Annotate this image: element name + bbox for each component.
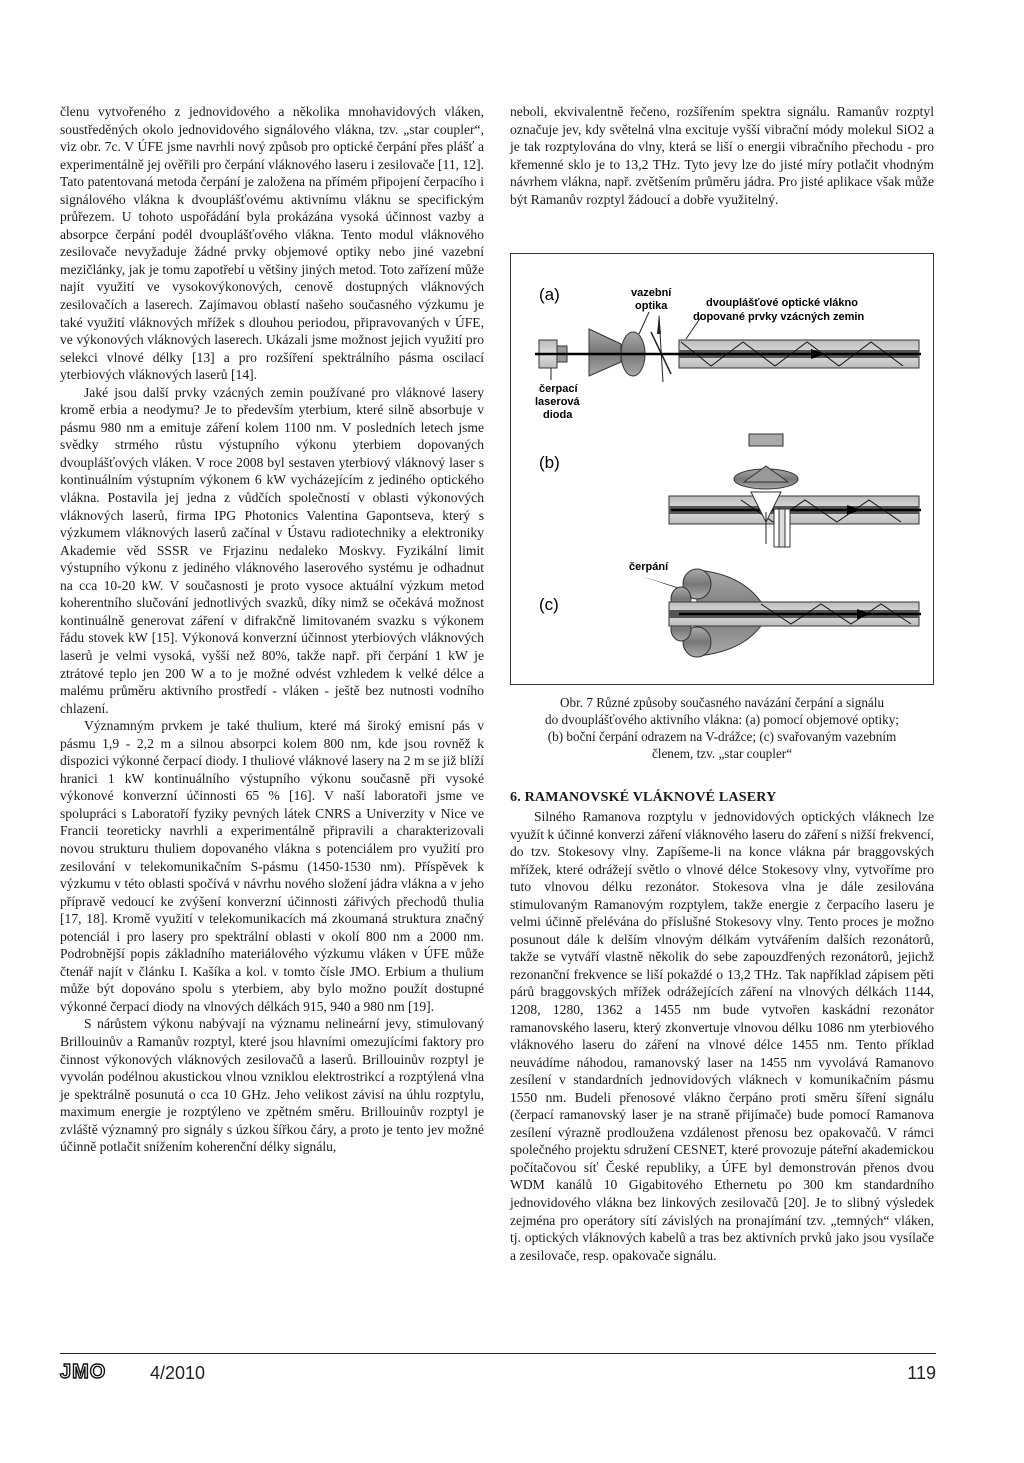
pumping-label: čerpání xyxy=(629,561,669,573)
paragraph-raman-intro: neboli, ekvivalentně řečeno, rozšířením spektra signálu. Ramanův rozptyl označuje jev, kdy světelná vlna excituje vyšší vibrační módy molekul SiO2 a je tak rozptylována do vlny, která se liší o energii vibračního přechodu - pro křemenné sklo je to 13,2 THz. Tyto jevy lze do jisté míry potlačit vhodným návrhem vlákna, např. zvětšením průměru jádra. Pro jisté aplikace však může být Ramanův rozptyl žádoucí a dobře využitelný. xyxy=(510,104,934,207)
paragraph-2: Jaké jsou další prvky vzácných zemin používané pro vláknové lasery kromě erbia a neodymu? Je to především yterbium, které silně absorbuje v pásmu 980 nm a emituje záření kolem 1100 nm. V posledních letech jsme svědky strmého růstu výstupního výkonu yterbiem dopovaných dvouplášťových vláken. V roce 2008 byl sestaven yterbiový vláknový laser s kontinuálním výstupním výkonem 6 kW vycházejícím z jediného optického vlákna. Postavila jej jedna z vůdčích společností v oblasti výkonových vláknových laserů, firma IPG Photonics Valentina Gapontseva, který s výzkumem vláknových laserů začínal v Ústavu radiotechniky a elektroniky Akademie věd SSSR ve Frjazinu nedaleko Moskvy. Fyzikální limit výstupního výkonu z jediného vláknového laserového systému je odhadnut na cca 10-20 kW. V současnosti je proto vysoce aktuální výzkum metod koherentního slučování jednotlivých svazků, díky nimž se očekává možnost kontinuálně generovat záření v difrakčně limitovaném svazku s výkonem řádu stovek kW [15]. Výkonová konverzní účinnost yterbiových vláknových laserů je velmi vysoká, vyšší než 80%, takže např. při čerpání 1 kW je ztrátové teplo jen 200 W a to je možné odvést vzhledem k velké délce a malému průměru aktivního prostředí - vláken - ještě bez nutnosti vodního chlazení. xyxy=(60,384,484,716)
journal-logo: JMO xyxy=(60,1361,107,1383)
paragraph-1: členu vytvořeného z jednovidového a několika mnohavidových vláken, soustředěných okolo jednovidového signálového vlákna, tzv. „star coupler“, viz obr. 7c. V ÚFE jsme navrhli nový způsob pro optické čerpání přes plášť a experimentálně jej ověřili pro čerpání vláknového laseru i zesilovače [11, 12]. Tato patentovaná metoda čerpání je založena na přímém připojení čerpacího i signálového vlákna k dvouplášťovému aktivnímu vláknu se specifickým průřezem. U tohoto uspořádání byla prokázána vysoká účinnost vazby a absorpce čerpání podél dvouplášťového vlákna. Tento modul vláknového zesilovače nevyžaduje žádné prvky objemové optiky nebo jiné vazební mezičlánky, jak je tomu zapotřebí u většiny jiných metod. Toto zařízení může najít využití ve vysokovýkonových, cenově dostupných vláknových zesilovačích a laserech. Zajímavou oblastí našeho současného výzkumu je také využití vláknových mřížek s dlouhou periodou, připravovaných v ÚFE, ve výkonových vláknových laserech. Ukázali jsme možnost jejich využití pro selekci vlnové délky [13] a pro rozšíření spektrálního pásma oscilací yterbiových vláknových laserů [14]. xyxy=(60,104,484,383)
figure-7 xyxy=(510,253,934,685)
right-column-bottom xyxy=(510,808,934,1264)
section-heading: 6. RAMANOVSKÉ VLÁKNOVÉ LASERY xyxy=(510,790,777,805)
paragraph-raman-lasers: Silného Ramanova rozptylu v jednovidových optických vláknech lze využít k účinné konverzi záření vláknového laseru do záření s nižší frekvencí, do tzv. Stokesovy vlny. Zapíšeme-li na konce vlákna pár braggovských mřížek, které odrážejí světlo o vlnové délce Stokesovy vlny, vytvoříme pro tuto vlnovou délku rezonátor. Stokesova vlna je dále zesilována stimulovaným Ramanovým rozptylem, takže energie z čerpacího laseru je velmi účinně přelévána do příslušné Stokesovy vlny. Tento proces je možno posunout dále k delším vlnovým délkám vytvářením dalších rezonátorů, takže se vytváří vlastně několik do sebe zapouzdřených rezonátorů, jejichž rezonanční frekvence se liší pokaždé o 13,2 THz. Tak například zápisem pěti párů braggovských mřížek odrážejících záření na vlnových délkách 1144, 1208, 1280, 1362 a 1455 nm bude vytvořen kaskádní rezonátor ramanovského laseru, který zkonvertuje vlnovou délku 1086 nm yterbiového vláknového laseru do záření na vlnové délce 1455 nm. Tento příklad neuvádíme náhodou, ramanovský laser na 1455 nm vyvolává Ramanovo zesílení v standardních jednovidových vláknech v komunikačním pásmu 1550 nm. Budeli přenosové vlákno čerpáno proti směru šíření signálu (čerpací ramanovský laser je na straně přijímače) bude pomocí Ramanova zesílení výrazně prodloužena vzdálenost přenosu bez opakovačů. V rámci společného projektu sdružení CESNET, které provozuje páteřní akademickou počítačovou síť České republiky, a ÚFE byl demonstrován přenos dvou WDM kanálů 10 Gigabitového Ethernetu po 300 km standardního jednovidového vlákna bez linkových zesilovačů [20]. Je to slibný výsledek zejména pro operátory sítí závislých na pronajímání tzv. „temných“ vláken, tj. optických vláknových kabelů a tras bez aktivních prvků jako jsou vysílače a zesilovače, resp. opakovače signálu. xyxy=(510,809,934,1263)
paragraph-4: S nárůstem výkonu nabývají na významu nelineární jevy, stimulovaný Brillouinův a Ramanův rozptyl, které jsou hlavními omezujícími faktory pro činnost výkonových vláknových zesilovačů a laserů. Brillouinův rozptyl je vyvolán podélnou akustickou vlnou vzniklou elektrostrikcí a rozptýlená vlna je spektrálně posunutá o cca 10 GHz. Jeho velikost závisí na úhlu rozptylu, maximum energie je rozptýleno ve zpětném směru. Brillouinův rozptyl je zvláště významný pro signály s úzkou šířkou čáry, a proto je tento jev možné účinně potlačit snížením koherenční délky signálu, xyxy=(60,1016,484,1155)
caption-line-1: Obr. 7 Různé způsoby současného navázání čerpání a signálu xyxy=(559,695,885,710)
figure-caption xyxy=(510,694,934,762)
footer-rule xyxy=(60,1353,936,1354)
lens-a xyxy=(589,329,621,376)
fiber-label-2: dopované prvky vzácných zemin xyxy=(693,311,865,323)
right-column-top xyxy=(510,103,934,208)
left-column xyxy=(60,103,484,1156)
diode-label-3: dioda xyxy=(543,409,573,421)
diode-label-2: laserová xyxy=(535,396,580,408)
caption-line-4: členem, tzv. „star coupler“ xyxy=(651,746,793,761)
issue-number: 4/2010 xyxy=(150,1363,206,1383)
fiber-label-1: dvouplášťové optické vlákno xyxy=(706,297,858,309)
label-c: (c) xyxy=(539,595,559,614)
page-number: 119 xyxy=(907,1363,936,1383)
figure-diagram xyxy=(511,254,933,684)
paragraph-3: Významným prvkem je také thulium, které má široký emisní pás v pásmu 1,9 - 2,2 m a silnou absorpci kolem 800 nm, kde jsou rovněž k dispozici výkonné čerpací diody. I thuliové vláknové lasery na 2 m se již blíží hranici 1 kW kontinuálního výstupního výkonu současně při vysoké výkonové konverzní účinnosti 65 % [16]. V naší laboratoři jsme ve spolupráci s Laboratoří fyziky pevných látek CNRS a Univerzity v Nice ve Francii teoreticky navrhli a experimentálně připravili a charakterizovali novou strukturu thuliem dopovaného vlákna s potenciálem pro využití pro zesilování v telekomunikačním S-pásmu (1450-1530 nm). Příspěvek k výzkumu v této oblasti spočívá v návrhu nového složení jádra vlákna a v jeho přípravě vedoucí ke zvýšení konverzní účinnosti zářivých přechodů thulia [17, 18]. Kromě využití v telekomunikacích má zkoumaná struktura značný potenciál i pro lasery pro spektrální oblasti v okolí 800 nm a 2000 nm. Podrobnější popis základního materiálového výzkumu vláken v ÚFE může čtenář najít v článku I. Kašíka a kol. v tomto čísle JMO. Erbium a thulium může být dopováno spolu s yterbiem, aby bylo možno použít dostupné výkonné čerpací diody na vlnových délkách 915, 940 a 980 nm [19]. xyxy=(60,718,484,1014)
label-a: (a) xyxy=(539,285,560,304)
coupling-optics-label-1: vazební xyxy=(631,287,672,299)
caption-line-2: do dvouplášťového aktivního vlákna: (a) pomocí objemové optiky; xyxy=(545,712,899,727)
caption-line-3: (b) boční čerpání odrazem na V-drážce; (c) svařovaným vazebním xyxy=(547,729,897,744)
diode-label-1: čerpací xyxy=(539,383,578,395)
coupling-optics-label-2: optika xyxy=(635,300,668,312)
label-b: (b) xyxy=(539,453,560,472)
